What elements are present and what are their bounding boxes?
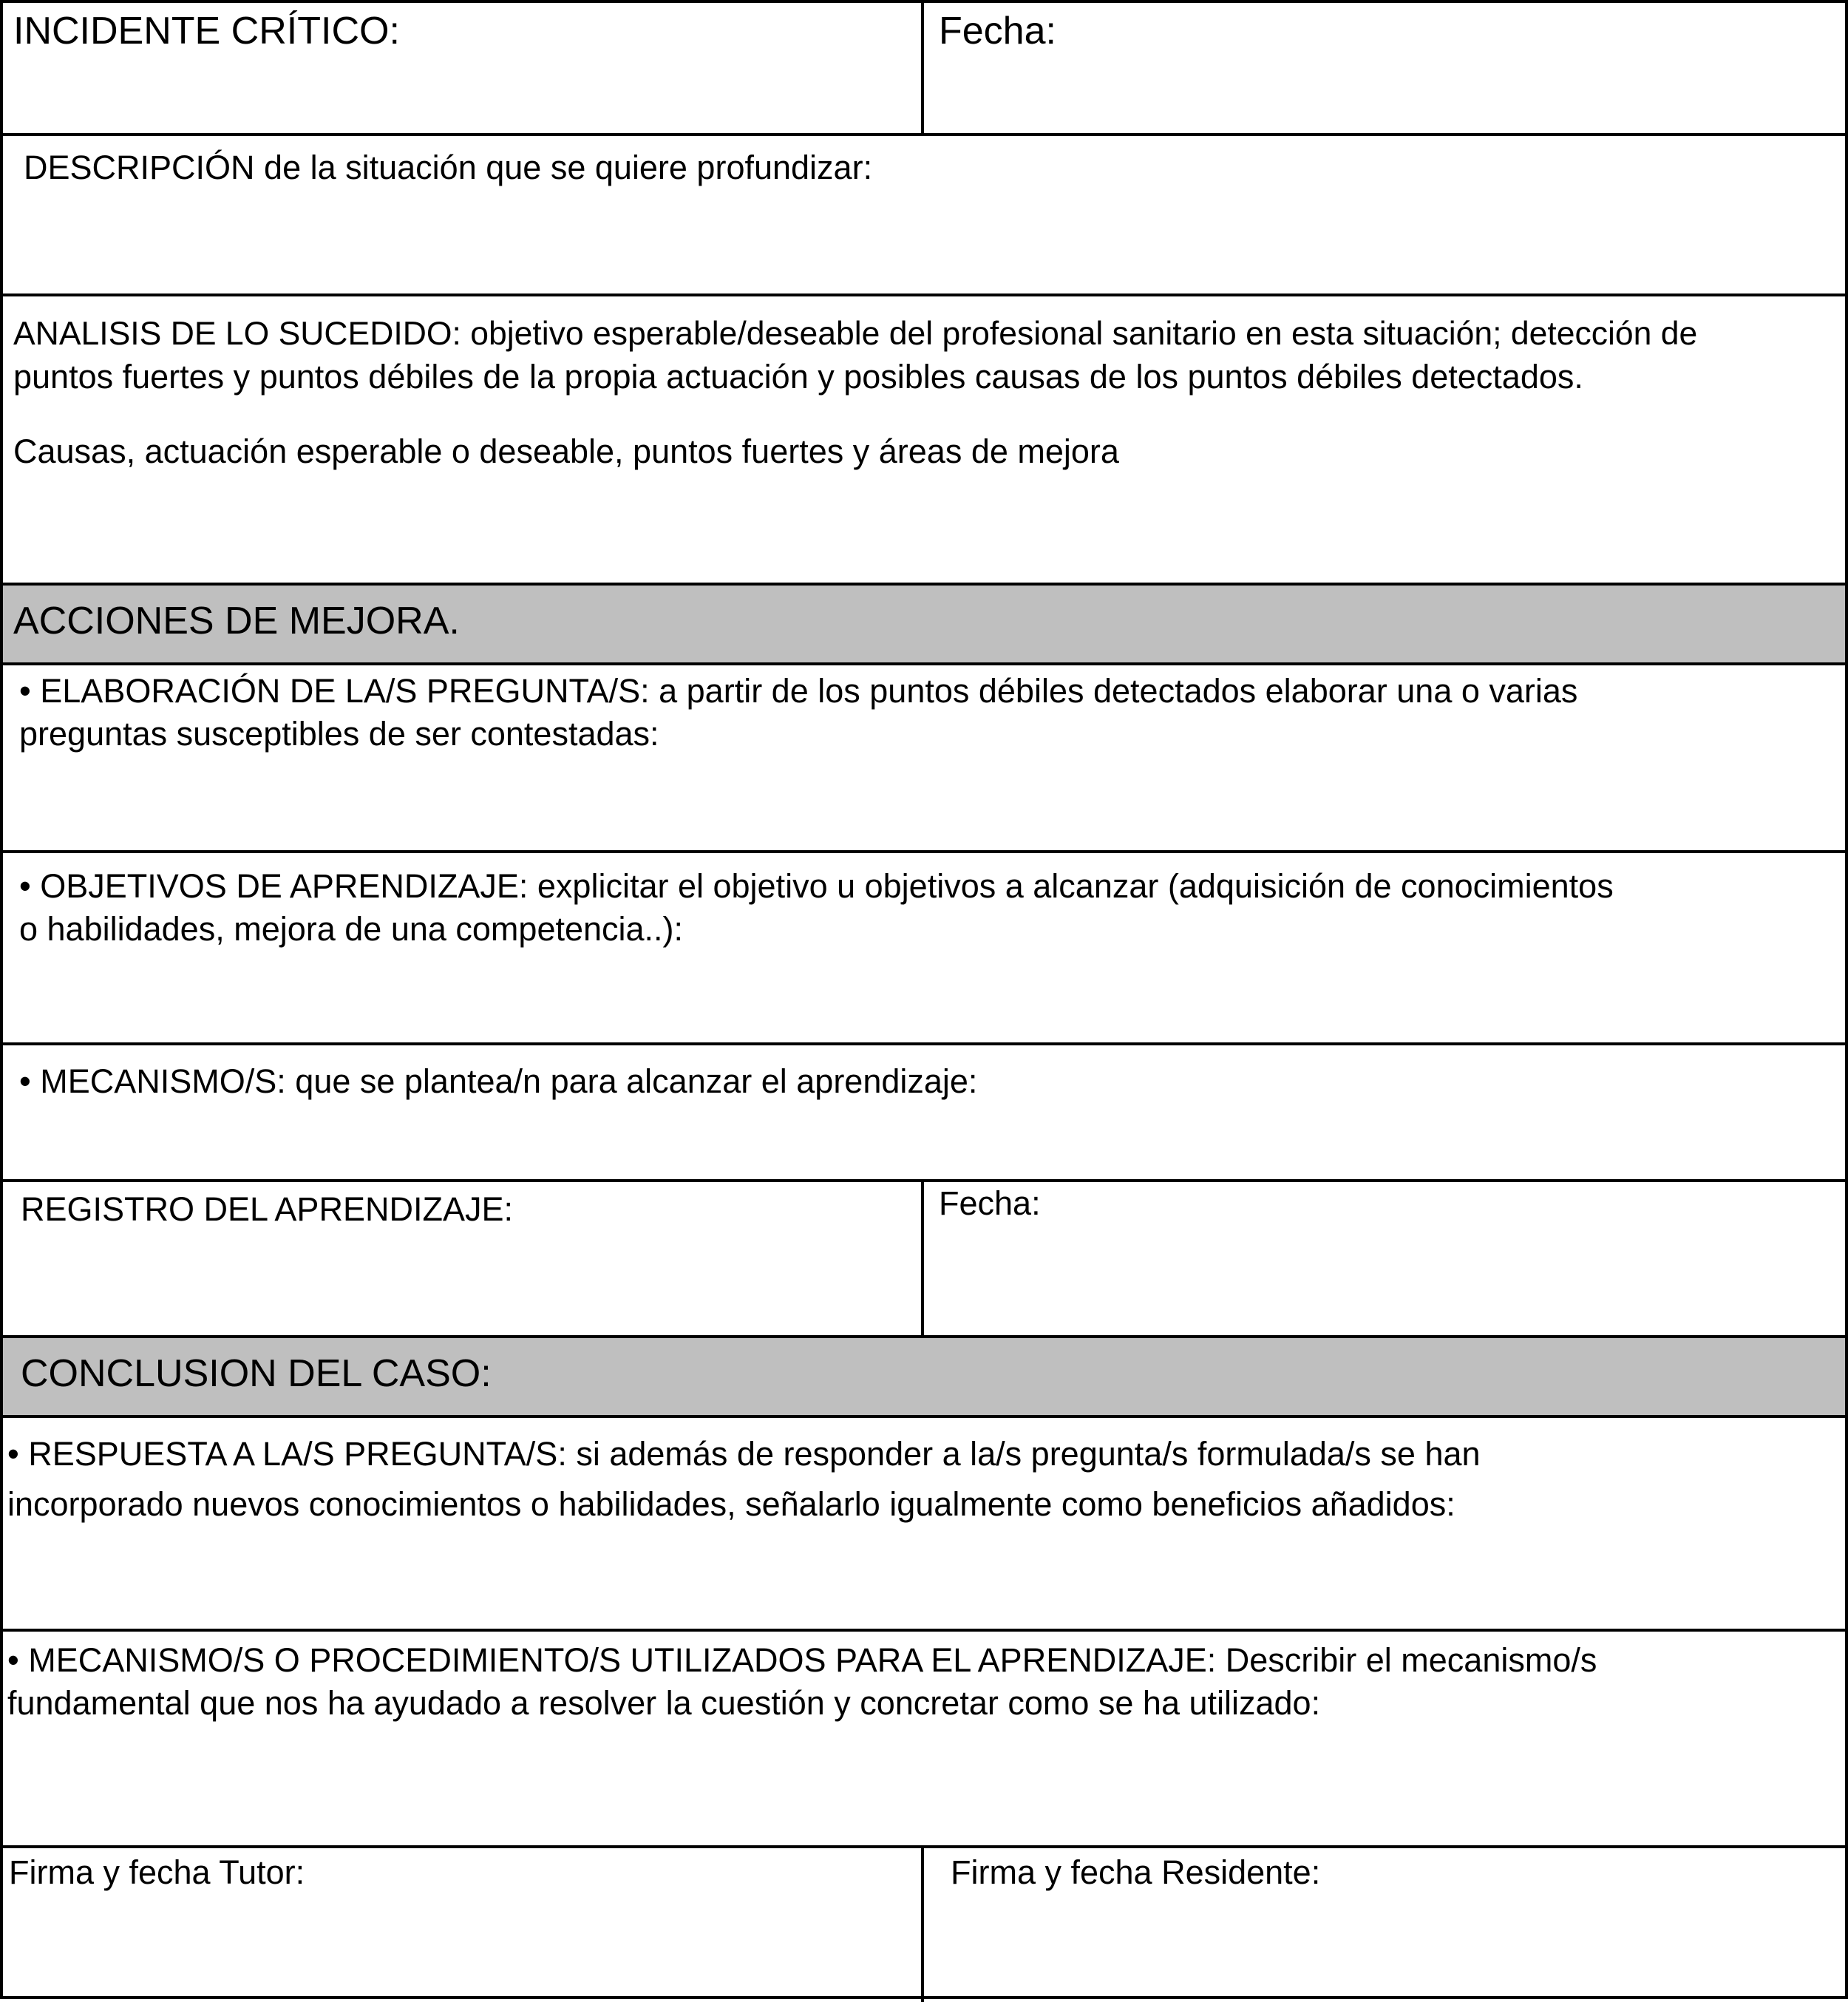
objectives-line-1: • OBJETIVOS DE APRENDIZAJE: explicitar el objetivo u objetivos a alcanzar (adquisición de conocimientos (19, 867, 1614, 905)
mechanism-label: • MECANISMO/S: que se plantea/n para alcanzar el aprendizaje: (19, 1062, 978, 1100)
improvement-header-row (3, 586, 1845, 665)
header-row (3, 3, 1845, 136)
conclusion-title-cell (3, 1338, 1845, 1415)
mechanism-row (3, 1045, 1845, 1182)
header-date-label: Fecha: (939, 10, 1056, 52)
questions-line-1: • ELABORACIÓN DE LA/S PREGUNTA/S: a partir de los puntos débiles detectados elaborar una o varias (19, 672, 1578, 710)
answer-cell[interactable] (3, 1418, 1845, 1629)
objectives-cell[interactable] (3, 853, 1845, 1042)
analysis-line-2: puntos fuertes y puntos débiles de la propia actuación y posibles causas de los puntos débiles detectados. (13, 358, 1583, 396)
description-row (3, 136, 1845, 296)
learning-record-cell[interactable] (3, 1182, 924, 1335)
incident-cell[interactable] (3, 3, 924, 133)
questions-row (3, 665, 1845, 853)
questions-cell[interactable] (3, 665, 1845, 850)
improvement-title-cell (3, 586, 1845, 662)
procedure-line-1: • MECANISMO/S O PROCEDIMIENTO/S UTILIZADOS PARA EL APRENDIZAJE: Describir el mecanismo/s (7, 1641, 1597, 1679)
analysis-cell[interactable] (3, 296, 1845, 583)
learning-date-label: Fecha: (939, 1184, 1041, 1222)
conclusion-header-row (3, 1338, 1845, 1418)
answer-line-1: • RESPUESTA A LA/S PREGUNTA/S: si además de responder a la/s pregunta/s formulada/s se han (7, 1435, 1481, 1473)
analysis-line-1: ANALISIS DE LO SUCEDIDO: objetivo esperable/deseable del profesional sanitario en esta situación; detección de (13, 316, 1698, 352)
answer-line-2: incorporado nuevos conocimientos o habilidades, señalarlo igualmente como beneficios añadidos: (7, 1485, 1455, 1523)
procedure-cell[interactable] (3, 1632, 1845, 1845)
header-date-cell[interactable] (924, 3, 1845, 133)
description-label: DESCRIPCIÓN de la situación que se quiere profundizar: (24, 149, 873, 186)
improvement-title: ACCIONES DE MEJORA. (13, 600, 460, 642)
learning-date-cell[interactable] (924, 1182, 1845, 1335)
questions-line-2: preguntas susceptibles de ser contestadas: (19, 715, 659, 753)
procedure-row (3, 1632, 1845, 1848)
learning-record-label: REGISTRO DEL APRENDIZAJE: (21, 1190, 513, 1228)
objectives-row (3, 853, 1845, 1045)
tutor-signature-label: Firma y fecha Tutor: (9, 1853, 305, 1891)
conclusion-title: CONCLUSION DEL CASO: (21, 1352, 492, 1395)
resident-signature-label: Firma y fecha Residente: (951, 1853, 1321, 1891)
incident-label: INCIDENTE CRÍTICO: (13, 10, 400, 52)
mechanism-cell[interactable] (3, 1045, 1845, 1179)
procedure-line-2: fundamental que nos ha ayudado a resolver la cuestión y concretar como se ha utilizado: (7, 1684, 1321, 1722)
analysis-line-3: Causas, actuación esperable o deseable, puntos fuertes y áreas de mejora (13, 432, 1119, 470)
tutor-signature-cell[interactable] (3, 1848, 924, 2002)
objectives-line-2: o habilidades, mejora de una competencia..): (19, 910, 684, 948)
analysis-row (3, 296, 1845, 586)
resident-signature-cell[interactable] (924, 1848, 1845, 2002)
learning-record-row (3, 1182, 1845, 1338)
answer-row (3, 1418, 1845, 1632)
signatures-row (3, 1848, 1845, 2002)
description-cell[interactable] (3, 136, 1845, 293)
